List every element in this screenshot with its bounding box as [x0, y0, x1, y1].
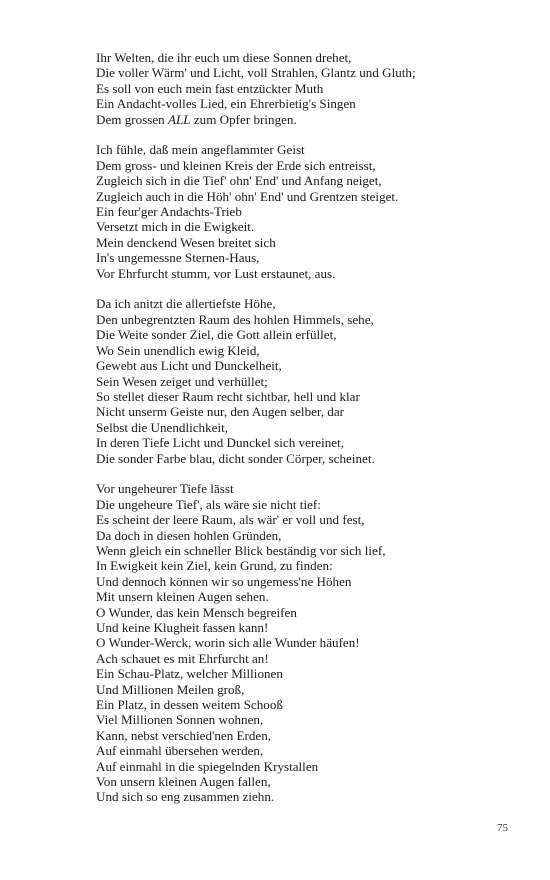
poem-line: Und keine Klugheit fassen kann! [96, 619, 269, 635]
poem-line: Zugleich auch in die Höh' ohn' End' und Grentzen steiget. [96, 188, 399, 204]
poem-line: Ein feur'ger Andachts-Trieb [96, 204, 242, 220]
poem-line: Ach schauet es mit Ehrfurcht an! [96, 650, 269, 666]
poem-line: Dem gross- und kleinen Kreis der Erde sich entreisst, [96, 157, 376, 173]
poem-line: Wenn gleich ein schneller Blick beständig vor sich lief, [96, 542, 386, 558]
page-number: 75 [497, 822, 508, 834]
poem-line: Und sich so eng zusammen ziehn. [96, 789, 275, 805]
poem-line: Auf einmahl übersehen werden, [96, 743, 264, 759]
poem-line: Ich fühle, daß mein angeflammter Geist [96, 142, 305, 158]
poem-line: Und Millionen Meilen groß, [96, 681, 245, 697]
poem-line: Vor Ehrfurcht stumm, vor Lust erstaunet, aus. [96, 265, 336, 281]
poem-line: Versetzt mich in die Ewigkeit. [96, 219, 255, 235]
poem-line: In Ewigkeit kein Ziel, kein Grund, zu finden: [96, 558, 333, 574]
poem-line: Es soll von euch mein fast entzückter Muth [96, 80, 324, 96]
poem-line: In deren Tiefe Licht und Dunckel sich vereinet, [96, 435, 344, 451]
poem-line: Ein Platz, in dessen weitem Schooß [96, 697, 283, 713]
poem-line: Es scheint der leere Raum, als wär' er voll und fest, [96, 512, 365, 528]
stanza-1 [96, 50, 536, 127]
poem-line: So stellet dieser Raum recht sichtbar, hell und klar [96, 388, 360, 404]
poem-line: Ein Andacht-volles Lied, ein Ehrerbietig's Singen [96, 96, 356, 112]
poem-line: Zugleich sich in die Tief' ohn' End' und Anfang neiget, [96, 173, 382, 189]
poem-line: Den unbegrentzten Raum des hohlen Himmels, sehe, [96, 311, 374, 327]
poem-line: O Wunder, das kein Mensch begreifen [96, 604, 297, 620]
poem-line: Auf einmahl in die spiegelnden Krystallen [96, 758, 319, 774]
poem-text [96, 50, 536, 805]
poem-line: Da ich anitzt die allertiefste Höhe, [96, 296, 276, 312]
poem-line: Vor ungeheurer Tiefe lässt [96, 481, 234, 497]
poem-line: In's ungemessne Sternen-Haus, [96, 250, 260, 266]
poem-line: Die Weite sonder Ziel, die Gott allein erfüllet, [96, 327, 337, 343]
poem-line: Wo Sein unendlich ewig Kleid, [96, 342, 260, 358]
poem-line: Kann, nebst verschied'nen Erden, [96, 727, 272, 743]
poem-line: Die sonder Farbe blau, dicht sonder Cörper, scheinet. [96, 450, 375, 466]
poem-line: Sein Wesen zeiget und verhüllet; [96, 373, 268, 389]
stanza-4 [96, 481, 536, 805]
poem-line: Viel Millionen Sonnen wohnen, [96, 712, 264, 728]
poem-line: Die voller Wärm' und Licht, voll Strahlen, Glantz und Gluth; [96, 65, 416, 81]
stanza-3 [96, 296, 536, 465]
poem-line: Die ungeheure Tief', als wäre sie nicht tief: [96, 496, 321, 512]
text-segment: zum Opfer bringen. [190, 111, 297, 127]
poem-line: Gewebt aus Licht und Dunckelheit, [96, 358, 282, 374]
poem-line: Selbst die Unendlichkeit, [96, 419, 229, 435]
stanza-2 [96, 142, 536, 281]
poem-line: Ihr Welten, die ihr euch um diese Sonnen drehet, [96, 50, 352, 65]
poem-line: Von unsern kleinen Augen fallen, [96, 774, 271, 790]
italic-text: ALL [168, 111, 191, 127]
poem-line: Mit unsern kleinen Augen sehen. [96, 589, 269, 605]
poem-line: Nicht unserm Geiste nur, den Augen selber, dar [96, 404, 345, 420]
poem-line: Mein denckend Wesen breitet sich [96, 234, 276, 250]
text-segment: Dem grossen [96, 111, 169, 127]
poem-line: Ein Schau-Platz, welcher Millionen [96, 666, 283, 682]
poem-line [96, 112, 536, 127]
poem-line: O Wunder-Werck, worin sich alle Wunder häufen! [96, 635, 360, 651]
poem-line: Und dennoch können wir so ungemess'ne Höhen [96, 573, 352, 589]
poem-line: Da doch in diesen hohlen Gründen, [96, 527, 282, 543]
